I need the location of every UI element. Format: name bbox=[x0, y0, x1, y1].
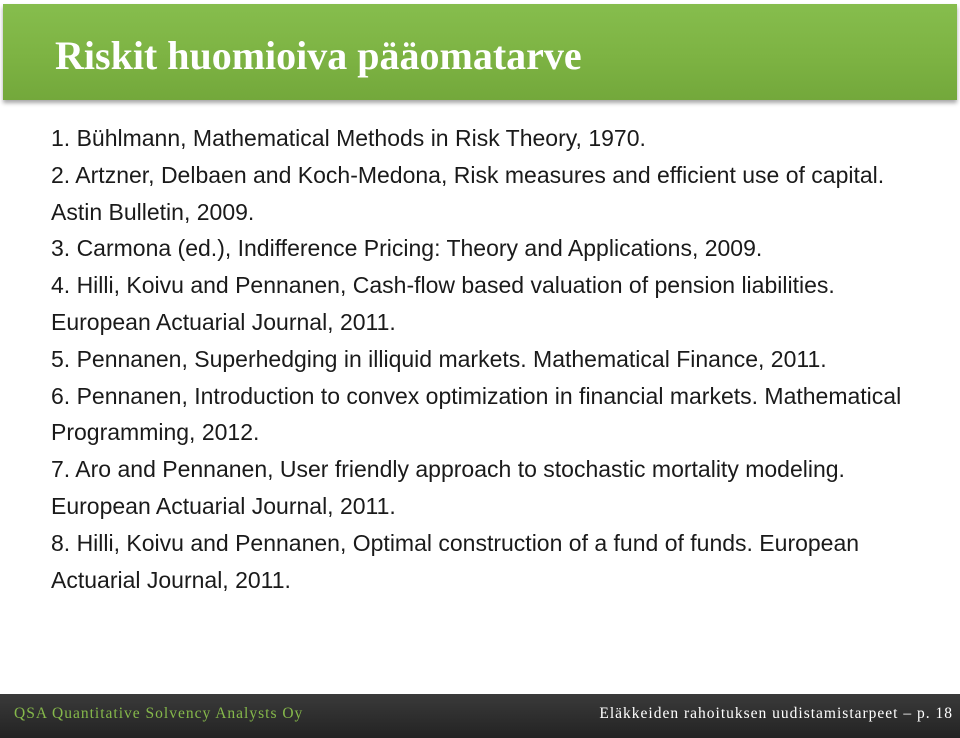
reference-item-4: 4. Hilli, Koivu and Pennanen, Cash-flow based valuation of pension liabilities. European Actuarial Journal, 2011. bbox=[51, 272, 835, 335]
reference-item-3: 3. Carmona (ed.), Indifference Pricing: Theory and Applications, 2009. bbox=[51, 235, 763, 262]
footer-page-info: Eläkkeiden rahoituksen uudistamistarpeet – p. 18 bbox=[599, 705, 953, 722]
reference-list bbox=[51, 120, 911, 598]
reference-item-7: 7. Aro and Pennanen, User friendly approach to stochastic mortality modeling. European Actuarial Journal, 2011. bbox=[51, 456, 845, 519]
reference-item-8: 8. Hilli, Koivu and Pennanen, Optimal construction of a fund of funds. European Actuarial Journal, 2011. bbox=[51, 529, 860, 593]
footer-company: QSA Quantitative Solvency Analysts Oy bbox=[14, 705, 304, 722]
footer-bar bbox=[0, 694, 960, 738]
reference-item-1: 1. Bühlmann, Mathematical Methods in Risk Theory, 1970. bbox=[51, 125, 646, 151]
reference-item-6: 6. Pennanen, Introduction to convex optimization in financial markets. Mathematical Programming, 2012. bbox=[51, 382, 902, 446]
reference-item-2: 2. Artzner, Delbaen and Koch-Medona, Risk measures and efficient use of capital. Astin Bulletin, 2009. bbox=[51, 161, 885, 225]
slide-title: Riskit huomioiva pääomatarve bbox=[55, 33, 582, 78]
title-bar bbox=[3, 4, 957, 100]
reference-item-5: 5. Pennanen, Superhedging in illiquid markets. Mathematical Finance, 2011. bbox=[51, 345, 827, 372]
